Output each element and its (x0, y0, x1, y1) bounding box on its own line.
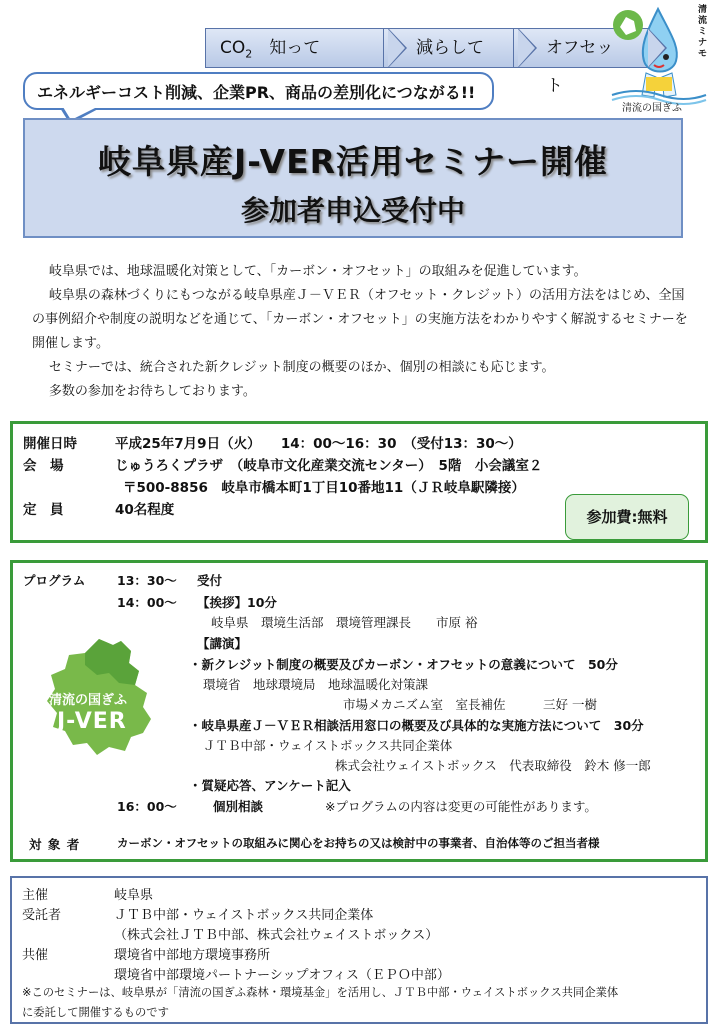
host-value: 岐阜県 (114, 888, 154, 903)
program-greeting: 【挨拶】10分 (197, 595, 277, 610)
capacity-label: 定 員 (23, 502, 64, 518)
date-value: 平成25年7月9日（火） 14：00～16：30 （受付13：30～） (115, 436, 522, 452)
lecture-2-org: ＪＴＢ中部・ウェイストボックス共同企業体 (203, 738, 453, 753)
target-label: 対 象 者 (29, 837, 81, 852)
title-banner (23, 118, 683, 238)
venue-address: 〒500-8856 岐阜市橋本町1丁目10番地11（ＪＲ岐阜駅隣接） (123, 480, 525, 496)
program-reception: 受付 (197, 573, 223, 588)
logo-text-gifu: 清流の国ぎふ (49, 693, 128, 708)
intro-paragraph: 岐阜県の森林づくりにもつながる岐阜県産Ｊ－ＶＥＲ（オフセット・クレジット）の活用方法をはじめ、全国の事例紹介や制度の説明などを通じて、「カーボン・オフセット」の実施方法をわかりやすく解説するセミナーを開催します。 (32, 288, 688, 351)
intro-paragraph: 岐阜県では、地球温暖化対策として、「カーボン・オフセット」の取組みを促進しています。 (48, 264, 587, 279)
footer-note-line1: ※このセミナーは、岐阜県が「清流の国ぎふ森林・環境基金」を活用し、ＪＴＢ中部・ウェイストボックス共同企業体 (22, 986, 619, 999)
greeting-speaker: 岐阜県 環境生活部 環境管理課長 市原 裕 (211, 615, 478, 630)
contractor-detail: （株式会社ＪＴＢ中部、株式会社ウェイストボックス） (114, 928, 439, 943)
program-change-note: ※プログラムの内容は変更の可能性があります。 (325, 799, 597, 814)
lecture-1-speaker: 市場メカニズム室 室長補佐 三好 一樹 (343, 697, 597, 712)
lecture-1-org: 環境省 地球環境局 地球温暖化対策課 (203, 677, 429, 692)
benefit-callout: エネルギーコスト削減、企業PR、商品の差別化につながる!! (23, 72, 494, 110)
venue-label: 会 場 (23, 458, 64, 474)
mascot-vertical-name: 清流ミナモ (698, 5, 708, 59)
flow-step-know: $CO_2$ 知って (205, 28, 389, 68)
co-host-label: 共催 (22, 948, 49, 963)
program-time-1: 13：30～ (117, 573, 177, 588)
date-label: 開催日時 (23, 436, 77, 452)
capacity-value: 40名程度 (115, 502, 175, 518)
lecture-2-title: ・岐阜県産Ｊ－ＶＥＲ相談活用窓口の概要及び具体的な実施方法について 30分 (189, 718, 644, 733)
program-consultation: 個別相談 (213, 799, 264, 814)
program-label: プログラム (23, 573, 86, 588)
program-time-3: 16：00～ (117, 799, 177, 814)
intro-text (32, 260, 692, 404)
mascot-caption: 清流の国ぎふ (622, 103, 682, 114)
program-time-2: 14：00～ (117, 595, 177, 610)
lecture-1-title: ・新クレジット制度の概要及びカーボン・オフセットの意義について 50分 (189, 657, 618, 672)
program-lecture-header: 【講演】 (197, 636, 248, 651)
fee-badge: 参加費:無料 (565, 494, 689, 540)
contractor-value: ＪＴＢ中部・ウェイストボックス共同企業体 (114, 908, 374, 923)
footer-note-line2: に委託して開催するものです (22, 1006, 169, 1019)
intro-paragraph: セミナーでは、統合された新クレジット制度の概要のほか、個別の相談にも応じます。 (48, 360, 555, 375)
contractor-label: 受託者 (22, 908, 62, 923)
page-title: 岐阜県産J-VER活用セミナー開催 (97, 142, 609, 181)
intro-paragraph: 多数の参加をお待ちしております。 (48, 384, 256, 399)
flow-step-reduce: 減らして (383, 28, 519, 68)
co2-label: $CO_2$ (220, 38, 253, 61)
target-value: カーボン・オフセットの取組みに関心をお持ちの又は検討中の事業者、自治体等のご担当者様 (117, 836, 600, 850)
venue-value: じゅうろくプラザ （岐阜市文化産業交流センター） 5階 小会議室２ (115, 458, 543, 474)
page-subtitle: 参加者申込受付中 (240, 194, 465, 227)
lecture-3-title: ・質疑応答、アンケート記入 (189, 778, 351, 793)
co2-flow-steps (205, 28, 643, 96)
program-box (10, 560, 708, 862)
lecture-2-speaker: 株式会社ウェイストボックス 代表取締役 鈴木 修一郎 (335, 758, 651, 773)
organizer-box (10, 876, 708, 1024)
logo-text-jver: J-VER (57, 709, 127, 734)
co-host-1: 環境省中部地方環境事務所 (114, 948, 271, 963)
co-host-2: 環境省中部環境パートナーシップオフィス（ＥＰＯ中部） (114, 968, 450, 983)
gifu-jver-logo (39, 633, 179, 763)
host-label: 主催 (22, 888, 49, 903)
flow-step-offset: オフセット (513, 28, 649, 68)
